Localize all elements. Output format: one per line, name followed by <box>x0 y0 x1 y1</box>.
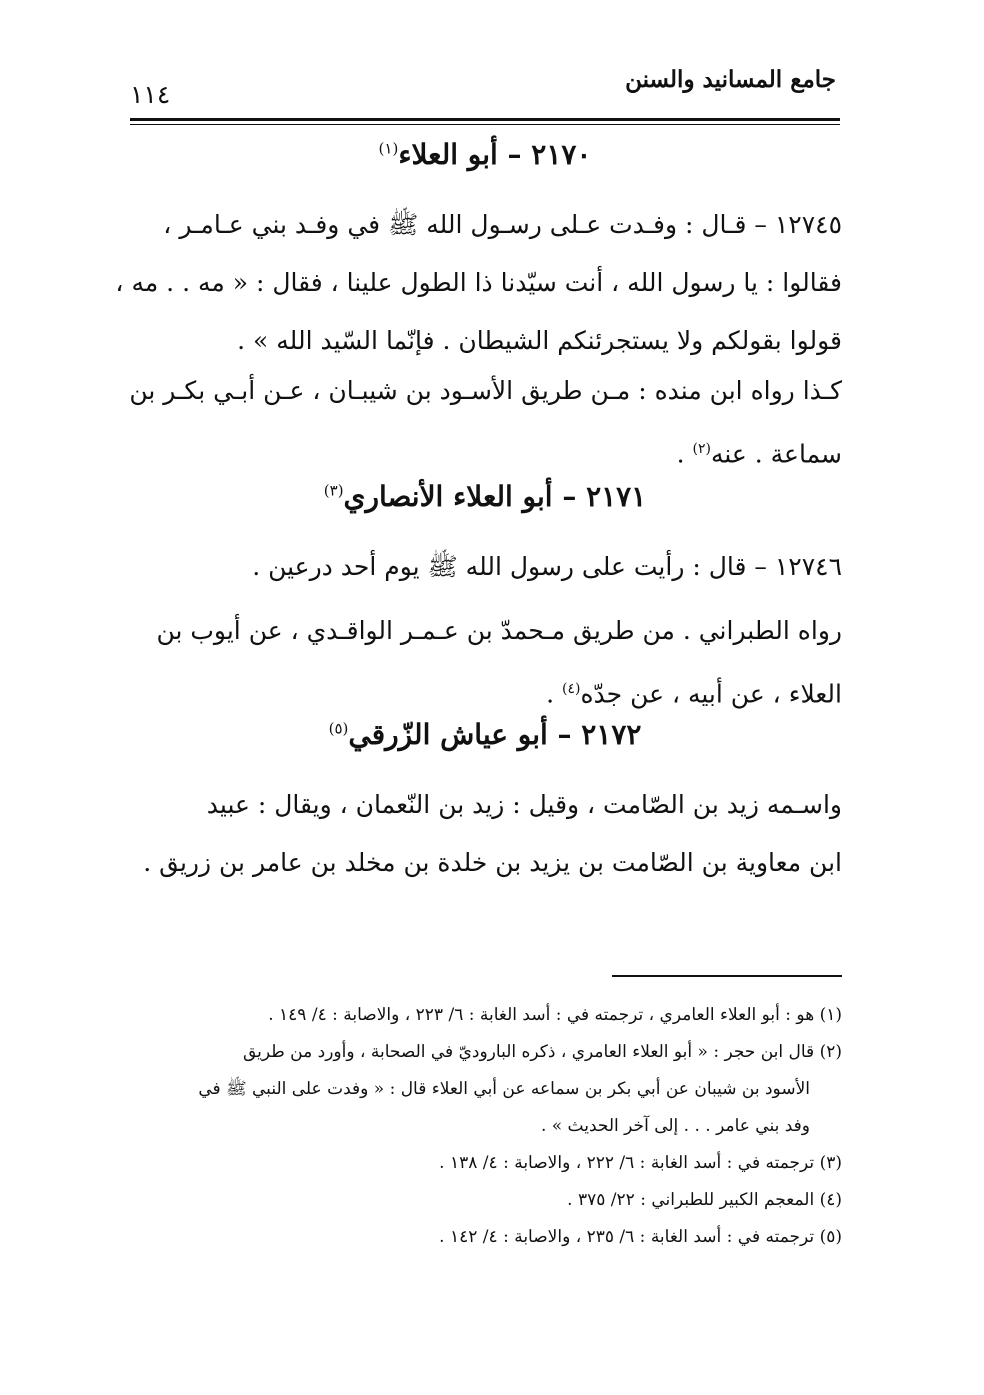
page-number: ١١٤ <box>130 80 171 109</box>
footnote: (٥) ترجمته في : أسد الغابة : ٦/ ٢٣٥ ، والاصابة : ٤/ ١٤٢ . <box>439 1227 842 1247</box>
text-line: قولوا بقولكم ولا يستجرئنكم الشيطان . فإنّما السّيد الله » . <box>237 326 842 355</box>
text-line: رواه الطبراني . من طريق مـحمدّ بن عـمـر الواقـدي ، عن أيوب بن <box>156 616 842 645</box>
footnote-marker: (٢) <box>692 441 711 457</box>
footnote-continuation: الأسود بن شيبان عن أبي بكر بن سماعه عن أبي العلاء قال : « وفدت على النبي ﷺ في <box>198 1079 810 1099</box>
text-line: فقالوا : يا رسول الله ، أنت سيّدنا ذا الطول علينا ، فقال : « مه . . مه ، <box>115 268 842 297</box>
entry-heading <box>130 480 840 513</box>
entry-heading <box>130 138 840 171</box>
footnote-marker: (١) <box>378 139 399 158</box>
text-line: العلاء ، عن أبيه ، عن جدّه$^{(٤)}$ . <box>546 679 842 709</box>
footnote: (٣) ترجمته في : أسد الغابة : ٦/ ٢٢٢ ، والاصابة : ٤/ ١٣٨ . <box>439 1153 842 1173</box>
footnote-marker: (٥) <box>328 719 349 738</box>
entry-number: ٢١٧٢ <box>581 718 642 751</box>
text-line: ابن معاوية بن الصّامت بن يزيد بن خلدة بن مخلد بن عامر بن زريق . <box>143 848 842 877</box>
text-line: كـذا رواه ابن منده : مـن طريق الأسـود بن شيبـان ، عـن أبـي بكـر بن <box>129 376 842 405</box>
entry-name: أبو العلاء <box>398 138 498 171</box>
entry-number: ٢١٧١ <box>586 480 647 513</box>
text-line: ١٢٧٤٥ – قـال : وفـدت عـلى رسـول الله ﷺ في وفـد بني عـامـر ، <box>163 210 842 239</box>
footnote: (٢) قال ابن حجر : « أبو العلاء العامري ، ذكره الباروديّ في الصحابة ، وأورد من طريق <box>242 1042 842 1062</box>
entry-number: ٢١٧٠ <box>531 138 592 171</box>
hadith-paragraph <box>130 538 842 596</box>
text-line: ١٢٧٤٦ – قال : رأيت على رسول الله ﷺ يوم أحد درعين . <box>252 552 842 581</box>
entry-dash: – <box>557 718 572 751</box>
footnote: (٤) المعجم الكبير للطبراني : ٢٢/ ٣٧٥ . <box>567 1190 842 1210</box>
source-paragraph <box>130 602 842 723</box>
running-title: جامع المسانيد والسنن <box>625 66 836 93</box>
hadith-paragraph <box>115 196 842 370</box>
footnote-separator <box>612 975 842 977</box>
footnotes <box>130 997 842 1256</box>
entry-name: أبو عياش الزّرقي <box>348 718 548 751</box>
entry-heading <box>130 718 840 751</box>
footnote-marker: (٤) <box>561 681 581 697</box>
footnote: (١) هو : أبو العلاء العامري ، ترجمته في : أسد الغابة : ٦/ ٢٢٣ ، والاصابة : ٤/ ١٤٩ . <box>268 1005 842 1025</box>
footnote-marker: (٣) <box>323 481 344 500</box>
text-line: واسـمه زيد بن الصّامت ، وقيل : زيد بن النّعمان ، ويقال : عبيد <box>206 790 842 819</box>
biography-paragraph <box>130 776 842 892</box>
header-rule <box>130 118 840 124</box>
source-paragraph <box>130 362 842 483</box>
entry-name: أبو العلاء الأنصاري <box>343 480 553 513</box>
entry-dash: – <box>507 138 522 171</box>
entry-dash: – <box>562 480 577 513</box>
footnote-continuation: وفد بني عامر . . . إلى آخر الحديث » . <box>540 1116 810 1136</box>
text-line: سماعة . عنه$^{(٢)}$ . <box>676 439 842 469</box>
